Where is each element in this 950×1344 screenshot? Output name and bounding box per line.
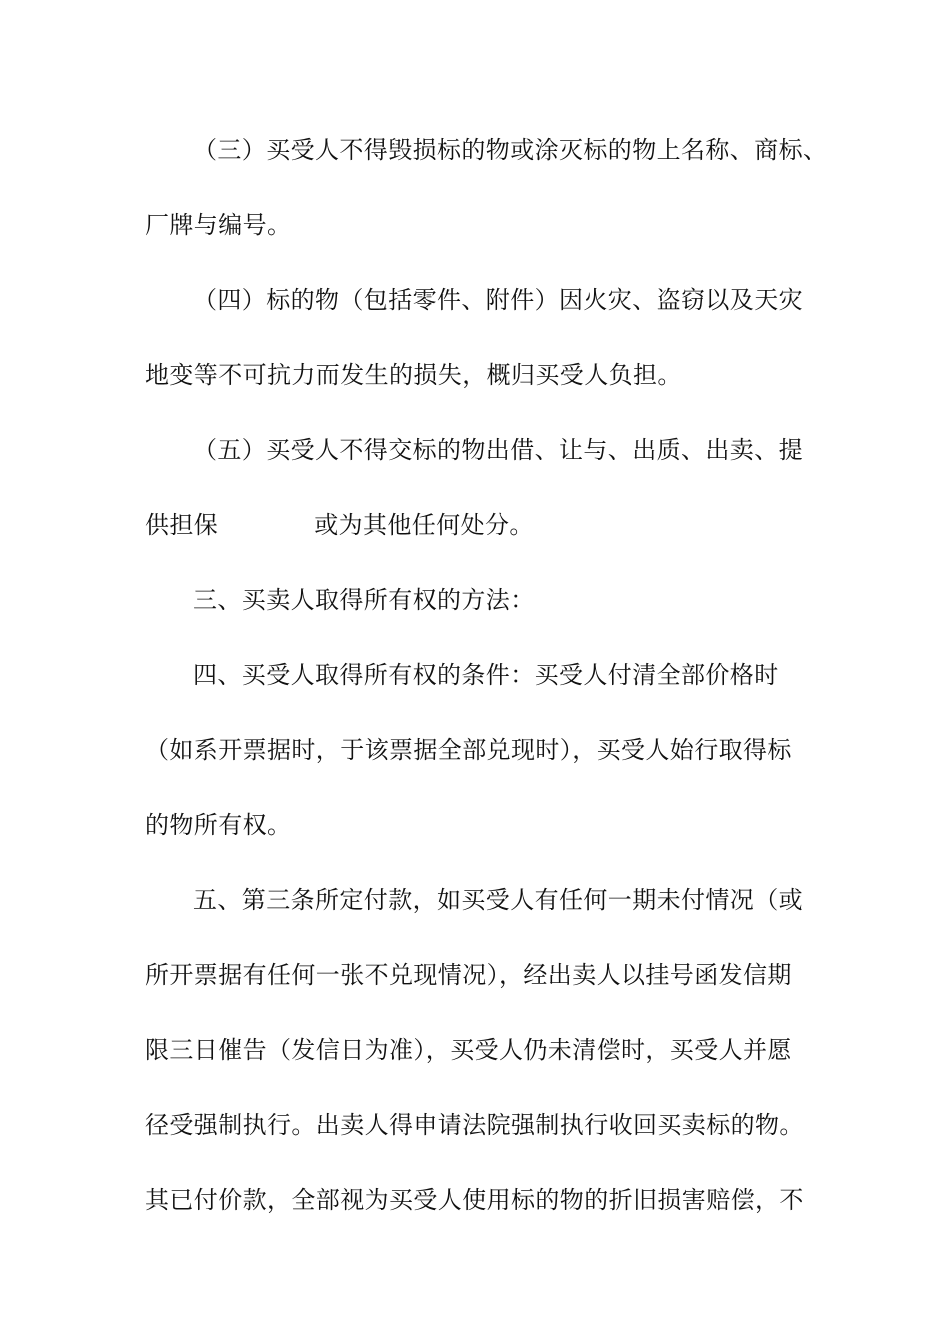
section-4-line-2: （如系开票据时，于该票据全部兑现时），买受人始行取得标 bbox=[145, 736, 792, 764]
section-5-line-1: 五、第三条所定付款，如买受人有任何一期未付情况（或 bbox=[193, 886, 803, 914]
clause-5-line-1: （五）买受人不得交标的物出借、让与、出质、出卖、提 bbox=[193, 436, 803, 464]
section-5-line-3: 限三日催告（发信日为准），买受人仍未清偿时，买受人并愿 bbox=[145, 1036, 792, 1064]
section-5-line-5: 其已付价款，全部视为买受人使用标的物的折旧损害赔偿，不 bbox=[145, 1186, 804, 1214]
section-5-line-4: 径受强制执行。出卖人得申请法院强制执行收回买卖标的物。 bbox=[145, 1111, 804, 1139]
clause-3-line-2: 厂牌与编号。 bbox=[145, 211, 292, 239]
clause-4-line-1: （四）标的物（包括零件、附件）因火灾、盗窃以及天灾 bbox=[193, 286, 803, 314]
clause-3-line-1: （三）买受人不得毁损标的物或涂灭标的物上名称、商标、 bbox=[193, 136, 828, 164]
section-5-line-2: 所开票据有任何一张不兑现情况），经出卖人以挂号函发信期 bbox=[145, 961, 792, 989]
section-4-line-1: 四、买受人取得所有权的条件：买受人付清全部价格时 bbox=[193, 661, 779, 689]
clause-5-line-2-part-1: 供担保 bbox=[145, 511, 219, 539]
clause-5-line-2 bbox=[145, 510, 534, 540]
clause-4-line-2: 地变等不可抗力而发生的损失，概归买受人负担。 bbox=[145, 361, 682, 389]
section-3-heading: 三、买卖人取得所有权的方法： bbox=[193, 586, 535, 614]
section-4-line-3: 的物所有权。 bbox=[145, 811, 292, 839]
clause-5-line-2-part-2: 或为其他任何处分。 bbox=[314, 511, 534, 539]
